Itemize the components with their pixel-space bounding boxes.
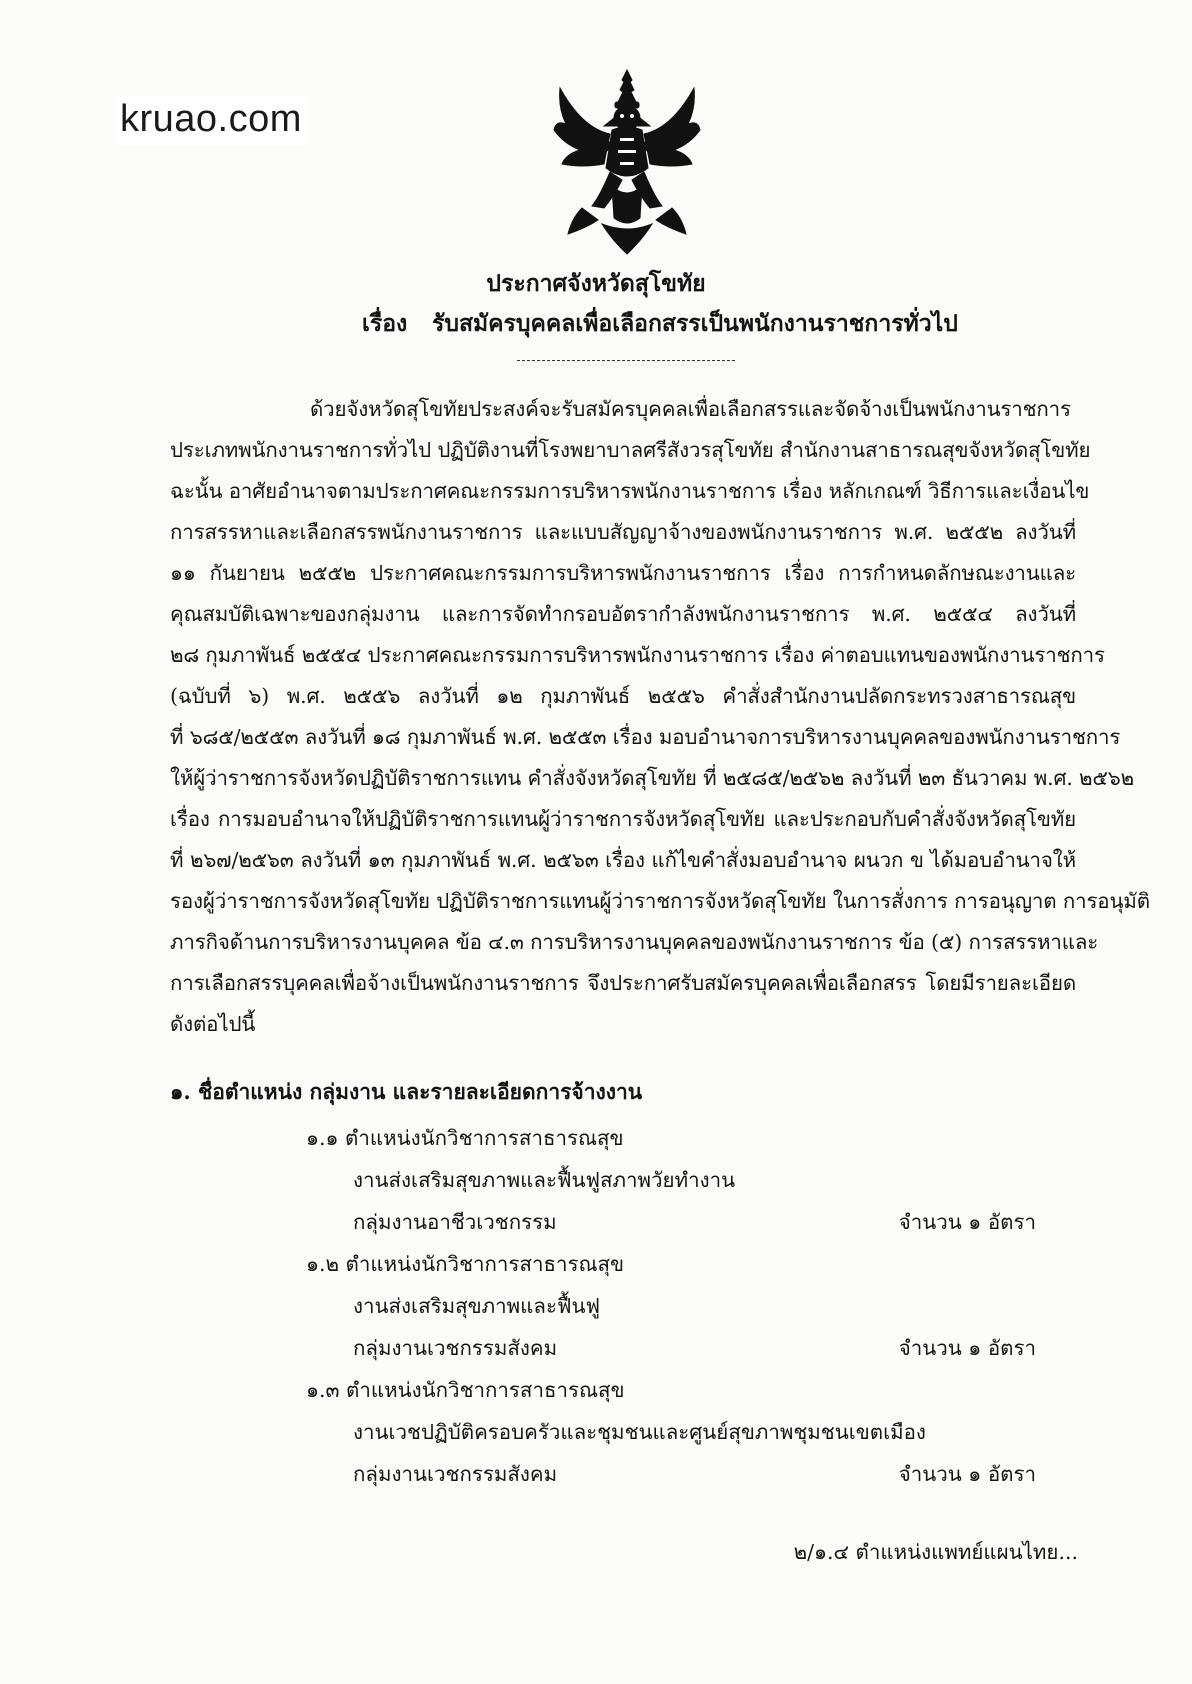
body-line: ฉะนั้น อาศัยอำนาจตามประกาศคณะกรรมการบริหารพนักงานราชการ เรื่อง หลักเกณฑ์ วิธีการและเงื่อนไข [170, 479, 1090, 503]
body-line: (ฉบับที่ ๖) พ.ศ. ๒๕๕๖ ลงวันที่ ๑๒ กุมภาพันธ์ ๒๕๕๖ คำสั่งสำนักงานปลัดกระทรวงสาธารณสุข [170, 684, 1076, 708]
separator-rule [517, 360, 735, 361]
body-line: เรื่อง การมอบอำนาจให้ปฏิบัติราชการแทนผู้ว่าราชการจังหวัดสุโขทัย และประกอบกับคำสั่งจังหวัดสุโขทัย [170, 807, 1076, 831]
position-title-row [0, 1244, 1192, 1286]
position-count: จำนวน ๑ อัตรา [898, 1462, 1036, 1486]
body-line: ดังต่อไปนี้ [170, 1012, 256, 1036]
continuation-note: ๒/๑.๔ ตำแหน่งแพทย์แผนไทย... [793, 1540, 1078, 1564]
subject-text: รับสมัครบุคคลเพื่อเลือกสรรเป็นพนักงานราชการทั่วไป [432, 310, 958, 337]
body-line: ให้ผู้ว่าราชการจังหวัดปฏิบัติราชการแทน คำสั่งจังหวัดสุโขทัย ที่ ๒๕๘๕/๒๕๖๒ ลงวันที่ ๒๓ ธันวาคม พ.ศ. ๒๕๖๒ [170, 766, 1135, 790]
position-count: จำนวน ๑ อัตรา [898, 1336, 1036, 1360]
position-title-row [0, 1370, 1192, 1412]
position-unit: งานเวชปฏิบัติครอบครัวและชุมชนและศูนย์สุขภาพชุมชนเขตเมือง [353, 1420, 926, 1444]
position-unit-row [0, 1412, 1192, 1454]
body-line: ที่ ๖๘๕/๒๕๕๓ ลงวันที่ ๑๘ กุมภาพันธ์ พ.ศ. ๒๕๕๓ เรื่อง มอบอำนาจการบริหารงานบุคคลของพนักงานราชการ [170, 725, 1121, 749]
section-heading: ๑. ชื่อตำแหน่ง กลุ่มงาน และรายละเอียดการจ้างงาน [170, 1079, 643, 1104]
position-group-row [0, 1202, 1192, 1244]
position-unit-row [0, 1286, 1192, 1328]
body-line: ๒๘ กุมภาพันธ์ ๒๕๕๔ ประกาศคณะกรรมการบริหารพนักงานราชการ เรื่อง ค่าตอบแทนของพนักงานราชการ [170, 643, 1105, 667]
position-unit: งานส่งเสริมสุขภาพและฟื้นฟู [353, 1294, 600, 1318]
position-title: ๑.๓ ตำแหน่งนักวิชาการสาธารณสุข [306, 1378, 625, 1402]
subject-line [362, 306, 958, 342]
subject-key: เรื่อง [362, 310, 408, 337]
position-title: ๑.๒ ตำแหน่งนักวิชาการสาธารณสุข [306, 1252, 625, 1276]
body-line: การสรรหาและเลือกสรรพนักงานราชการ และแบบสัญญาจ้างของพนักงานราชการ พ.ศ. ๒๕๕๒ ลงวันที่ [170, 520, 1076, 544]
position-group-row [0, 1454, 1192, 1496]
position-group: กลุ่มงานเวชกรรมสังคม [353, 1336, 558, 1360]
position-group: กลุ่มงานเวชกรรมสังคม [353, 1462, 558, 1486]
positions-list [0, 1118, 1192, 1496]
body-paragraph [170, 394, 1150, 1050]
body-line: ที่ ๒๖๗/๒๕๖๓ ลงวันที่ ๑๓ กุมภาพันธ์ พ.ศ. ๒๕๖๓ เรื่อง แก้ไขคำสั่งมอบอำนาจ ผนวก ข ได้มอบอำนาจให้ [170, 848, 1076, 872]
watermark: kruao.com [116, 96, 308, 145]
body-line: รองผู้ว่าราชการจังหวัดสุโขทัย ปฏิบัติราชการแทนผู้ว่าราชการจังหวัดสุโขทัย ในการสั่งการ การอนุญาต การอนุมัติ [170, 889, 1150, 913]
body-line: ด้วยจังหวัดสุโขทัยประสงค์จะรับสมัครบุคคลเพื่อเลือกสรรและจัดจ้างเป็นพนักงานราชการ [310, 397, 1071, 421]
position-group: กลุ่มงานอาชีวเวชกรรม [353, 1210, 557, 1234]
position-unit: งานส่งเสริมสุขภาพและฟื้นฟูสภาพวัยทำงาน [353, 1168, 736, 1192]
body-line: ประเภทพนักงานราชการทั่วไป ปฏิบัติงานที่โรงพยาบาลศรีสังวรสุโขทัย สำนักงานสาธารณสุขจังหวัดสุโขทัย [170, 438, 1091, 462]
body-line: การเลือกสรรบุคคลเพื่อจ้างเป็นพนักงานราชการ จึงประกาศรับสมัครบุคคลเพื่อเลือกสรร โดยมีรายละเอียด [170, 971, 1076, 995]
garuda-emblem-icon [552, 68, 702, 256]
announcement-title: ประกาศจังหวัดสุโขทัย [486, 270, 706, 297]
position-count: จำนวน ๑ อัตรา [898, 1210, 1036, 1234]
body-line: ภารกิจด้านการบริหารงานบุคคล ข้อ ๔.๓ การบริหารงานบุคคลของพนักงานราชการ ข้อ (๕) การสรรหาและ [170, 930, 1099, 954]
position-title-row [0, 1118, 1192, 1160]
body-line: ๑๑ กันยายน ๒๕๕๒ ประกาศคณะกรรมการบริหารพนักงานราชการ เรื่อง การกำหนดลักษณะงานและ [170, 561, 1076, 585]
body-line: คุณสมบัติเฉพาะของกลุ่มงาน และการจัดทำกรอบอัตรากำลังพนักงานราชการ พ.ศ. ๒๕๕๔ ลงวันที่ [170, 602, 1076, 626]
position-group-row [0, 1328, 1192, 1370]
position-unit-row [0, 1160, 1192, 1202]
position-title: ๑.๑ ตำแหน่งนักวิชาการสาธารณสุข [306, 1126, 624, 1150]
